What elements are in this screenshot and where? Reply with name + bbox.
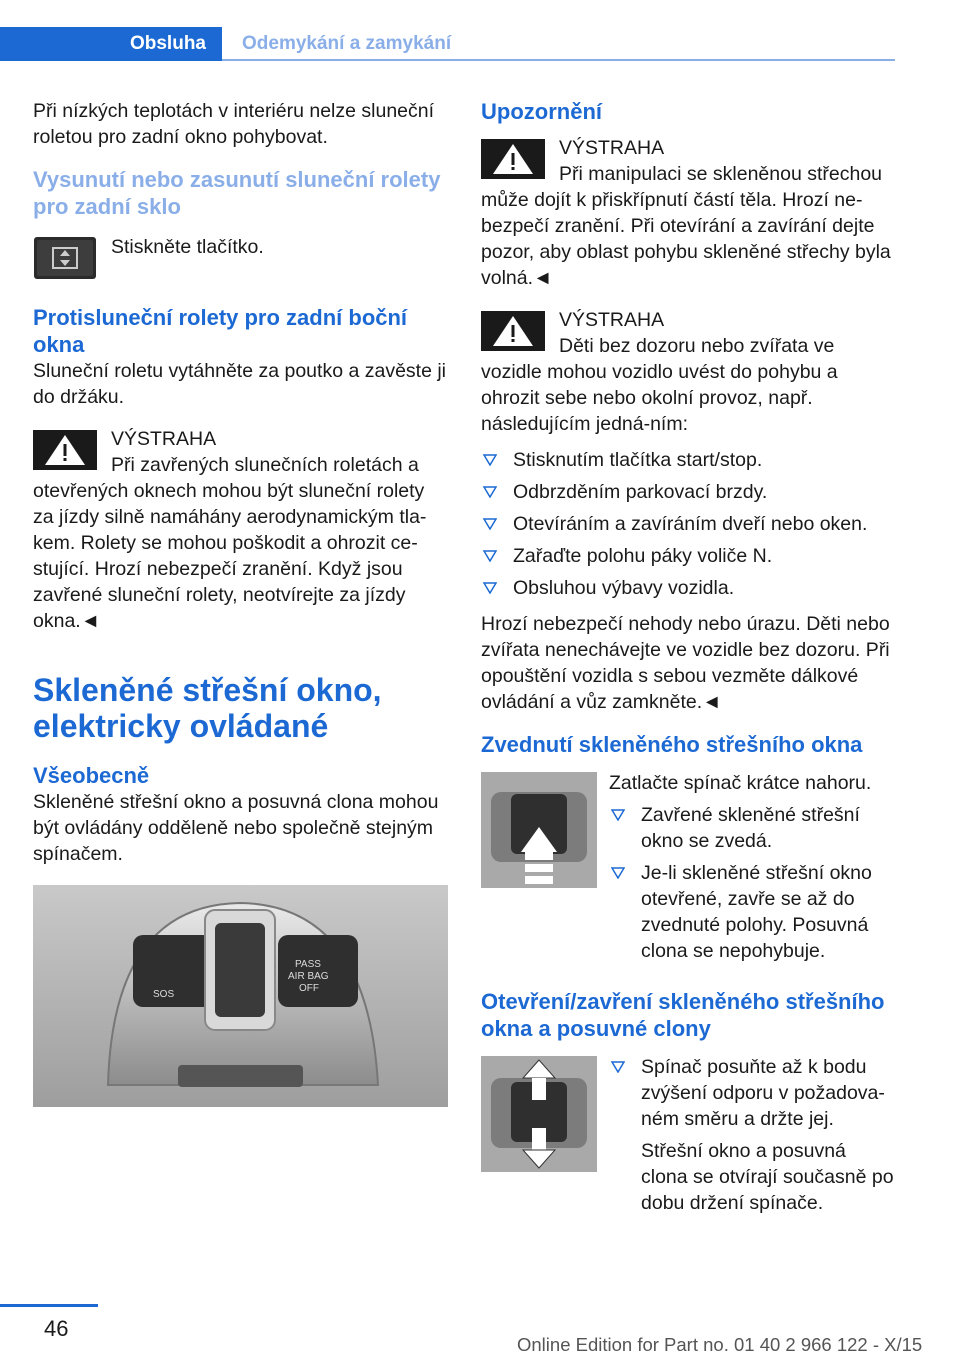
list-item: Zařaďte polohu páky voliče N.	[481, 543, 897, 569]
warning-block-blinds	[33, 426, 448, 634]
list-item: Zavřené skleněné střešní okno se zvedá.	[609, 802, 897, 854]
page-number: 46	[44, 1316, 69, 1341]
roof-control-panel-photo	[33, 885, 448, 1107]
warning-text: Při zavřených slunečních roletách a otevřených oknech mohou být sluneční rolety za jízdy silně namáhány aerodynamickým tla-kem. Rolety se mohou poškodit a ohrozit ce-stující. Hrozí nebezpečí zranění. Když jsou zavřené sluneční rolety, neotvírejte za jízdy okna.◄	[33, 454, 427, 632]
heading-raise-roof: Zvednutí skleněného střešního okna	[481, 732, 863, 757]
triangle-bullet-icon	[483, 550, 497, 562]
header-section[interactable]: Odemykání a zamykání	[242, 33, 452, 54]
side-blinds-text: Sluneční roletu vytáhněte za poutko a zavěste ji do držáku.	[33, 360, 447, 408]
header-rule	[222, 59, 895, 61]
header-tab[interactable]: Obsluha	[0, 27, 222, 61]
open-close-block	[481, 1054, 897, 1216]
airbag-label: AIR BAG	[288, 971, 329, 982]
switch-push-up-image	[481, 772, 597, 888]
warning-text: Děti bez dozoru nebo zvířata ve vozidle mohou vozidlo uvést do pohybu a ohrozit sebe nebo okolní provoz, např. následujícím jedná-ním:	[481, 335, 838, 435]
edition-footer: Online Edition for Part no. 01 40 2 966 122 - X/15	[517, 1334, 923, 1355]
triangle-bullet-icon	[611, 867, 625, 879]
warning-title: VÝSTRAHA	[111, 428, 217, 450]
list-open-close	[609, 1054, 897, 1132]
left-column	[33, 98, 448, 1107]
warning-block-pinch	[481, 135, 897, 291]
triangle-bullet-icon	[611, 809, 625, 821]
list-item: Spínač posuňte až k bodu zvýšení odporu v požadova-ném směru a držte jej.	[609, 1054, 897, 1132]
triangle-bullet-icon	[483, 486, 497, 498]
general-text: Skleněné střešní okno a posuvná clona mohou být ovládány odděleně nebo společně stejným spínačem.	[33, 791, 439, 865]
warning-icon	[33, 430, 97, 470]
sos-label: SOS	[153, 989, 175, 1000]
raise-roof-block	[481, 770, 897, 974]
list-item: Stisknutím tlačítka start/stop.	[481, 447, 897, 473]
warning-icon	[481, 139, 545, 179]
triangle-bullet-icon	[611, 1061, 625, 1073]
warning-title: VÝSTRAHA	[559, 137, 665, 159]
raise-roof-text: Zatlačte spínač krátce nahoru.	[609, 772, 872, 794]
switch-slide-image	[481, 1056, 597, 1172]
right-column	[481, 98, 897, 1216]
rear-blind-instruction	[33, 234, 448, 284]
triangle-bullet-icon	[483, 454, 497, 466]
list-item: Odbrzděním parkovací brzdy.	[481, 479, 897, 505]
pass-label: PASS	[295, 959, 321, 970]
triangle-bullet-icon	[483, 582, 497, 594]
heading-side-blinds: Protisluneční rolety pro zadní boční okna	[33, 305, 408, 357]
triangle-bullet-icon	[483, 518, 497, 530]
warning-icon	[481, 311, 545, 351]
danger-text: Hrozí nebezpečí nehody nebo úrazu. Děti nebo zvířata nenechávejte ve vozidle bez dozoru. Při opouštění vozidla s sebou vezměte dálkové ovládání a vůz zamkněte.◄	[481, 613, 890, 713]
heading-open-close-roof: Otevření/zavření skleněného střešního okna a posuvné clony	[481, 989, 885, 1041]
heading-note: Upozornění	[481, 99, 602, 124]
heading-rear-blind: Vysunutí nebo zasunutí sluneční rolety pro zadní sklo	[33, 167, 441, 219]
list-raise-roof	[609, 802, 897, 964]
list-item: Obsluhou výbavy vozidla.	[481, 575, 897, 601]
list-risky-actions	[481, 447, 897, 601]
footer-rule	[0, 1304, 98, 1307]
rear-blind-text: Stiskněte tlačítko.	[111, 236, 264, 258]
warning-title: VÝSTRAHA	[559, 309, 665, 331]
warning-block-children	[481, 307, 897, 437]
intro-paragraph: Při nízkých teplotách v interiéru nelze sluneční roletou pro zadní okno pohybovat.	[33, 100, 435, 148]
heading-general: Všeobecně	[33, 763, 150, 788]
open-close-text: Střešní okno a posuvná clona se otvírají současně po dobu držení spínače.	[641, 1140, 894, 1214]
list-item: Je-li skleněné střešní okno otevřené, zavře se až do zvednuté polohy. Posuvná clona se nepohybuje.	[609, 860, 897, 964]
list-item: Otevíráním a zavíráním dveří nebo oken.	[481, 511, 897, 537]
rear-blind-button-icon	[33, 236, 97, 280]
warning-text: Při manipulaci se skleněnou střechou může dojít k přiskřípnutí částí těla. Hrozí ne-bezpečí zranění. Při otevírání a zavírání dejte pozor, aby oblast pohybu skleněné střechy byla volná.◄	[481, 163, 891, 289]
off-label: OFF	[299, 983, 319, 994]
page-header	[0, 27, 895, 61]
chapter-title: Skleněné střešní okno, elektricky ovládané	[33, 672, 382, 744]
